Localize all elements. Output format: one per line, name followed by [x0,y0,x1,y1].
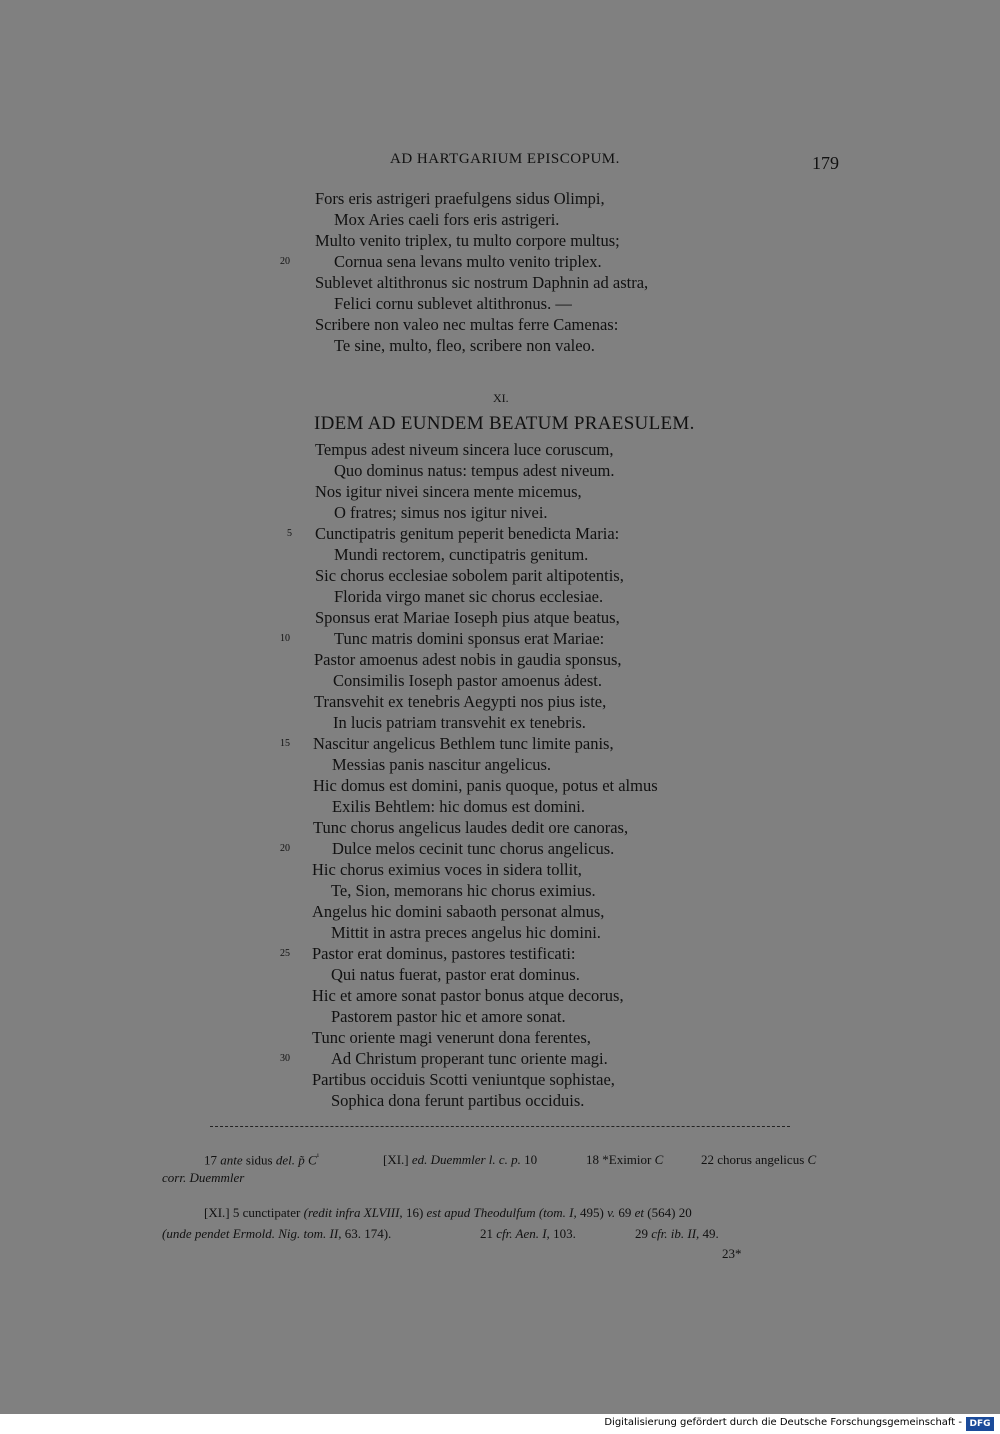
digitization-footer [0,1414,1000,1434]
verse-line: Ad Christum properant tunc oriente magi. [331,1049,608,1068]
verse-line: Pastorem pastor hic et amore sonat. [331,1007,566,1026]
apparatus-note: [XI.] ed. Duemmler l. c. p. 10 [383,1152,538,1167]
page-number: 179 [812,153,839,173]
verse-line: Hic et amore sonat pastor bonus atque decorus, [312,986,624,1005]
line-number: 10 [280,633,290,644]
verse-line: Pastor erat dominus, pastores testificati: [312,944,576,963]
source-note: [XI.] 5 cunctipater (redit infra XLVIII, 16) est apud Theodulfum (tom. I, 495) v. 69 et (564) 20 [204,1205,692,1220]
verse-line: Cornua sena levans multo venito triplex. [334,252,602,271]
verse-line: Nos igitur nivei sincera mente micemus, [315,482,582,501]
verse-line: Sublevet altithronus sic nostrum Daphnin ad astra, [315,273,649,292]
verse-line: O fratres; simus nos igitur nivei. [334,503,548,522]
verse-line: Mox Aries caeli fors eris astrigeri. [334,210,560,229]
verse-line: Mundi rectorem, cunctipatris genitum. [334,545,589,564]
verse-line: Quo dominus natus: tempus adest niveum. [334,461,615,480]
source-note: (unde pendet Ermold. Nig. tom. II, 63. 174). [162,1226,392,1241]
verse-line: Te, Sion, memorans hic chorus eximius. [331,881,596,900]
running-title: AD HARTGARIUM EPISCOPUM. [390,151,620,167]
verse-line: Consimilis Ioseph pastor amoenus ȧdest. [333,671,603,690]
verse-line: Qui natus fuerat, pastor erat dominus. [331,965,580,984]
verse-line: Tunc matris domini sponsus erat Mariae: [334,629,605,648]
verse-line: Mittit in astra preces angelus hic domini. [331,923,601,942]
apparatus-note: 17 ante sidus del. p̃ $C^{^1}$ [204,1152,320,1168]
verse-line: Nascitur angelicus Bethlem tunc limite panis, [313,734,614,753]
line-number: 25 [280,948,290,959]
verse-line: Te sine, multo, fleo, scribere non valeo. [334,336,595,355]
verse-line: Tempus adest niveum sincera luce coruscum, [315,440,614,459]
verse-line: Hic domus est domini, panis quoque, potus et almus [313,776,658,795]
apparatus-note: corr. Duemmler [162,1170,245,1185]
verse-line: Exilis Behtlem: hic domus est domini. [332,797,585,816]
verse-line: Cunctipatris genitum peperit benedicta Maria: [315,524,620,543]
verse-line: Tunc oriente magi venerunt dona ferentes, [312,1028,591,1047]
verse-line: Sponsus erat Mariae Ioseph pius atque beatus, [315,608,620,627]
verse-line: Partibus occiduis Scotti veniuntque sophistae, [312,1070,615,1089]
verse-line: In lucis patriam transvehit ex tenebris. [333,713,586,732]
line-number: 15 [280,738,290,749]
apparatus-note: 22 chorus angelicus C [701,1152,817,1167]
verse-line: Fors eris astrigeri praefulgens sidus Olimpi, [315,189,605,208]
verse-line: Messias panis nascitur angelicus. [332,755,552,774]
line-number: 20 [280,843,290,854]
apparatus-note: 18 *Eximior C [586,1152,664,1167]
verse-line: Pastor amoenus adest nobis in gaudia sponsus, [314,650,622,669]
verse-line: Felici cornu sublevet altithronus. — [334,294,572,313]
section-title: IDEM AD EUNDEM BEATUM PRAESULEM. [314,413,695,434]
verse-line: Transvehit ex tenebris Aegypti nos pius iste, [314,692,607,711]
section-number: XI. [493,391,509,405]
verse-line: Tunc chorus angelicus laudes dedit ore canoras, [313,818,629,837]
verse-line: Sophica dona ferunt partibus occiduis. [331,1091,585,1110]
verse-line: Scribere non valeo nec multas ferre Camenas: [315,315,619,334]
line-number: 20 [280,256,290,267]
verse-line: Angelus hic domini sabaoth personat almus, [312,902,605,921]
verse-line: Florida virgo manet sic chorus ecclesiae. [334,587,604,606]
verse-line: Hic chorus eximius voces in sidera tollit, [312,860,582,879]
line-number: 5 [287,528,292,539]
dfg-logo[interactable]: DFG [966,1417,994,1431]
source-note: 21 cfr. Aen. I, 103. [480,1226,576,1241]
footnote-rule [210,1126,790,1127]
verse-line: Sic chorus ecclesiae sobolem parit altipotentis, [315,566,624,585]
funding-credit[interactable]: Digitalisierung gefördert durch die Deutsche Forschungsgemeinschaft - [604,1417,962,1428]
verse-line: Multo venito triplex, tu multo corpore multus; [315,231,620,250]
signature-mark: 23* [722,1246,742,1261]
verse-line: Dulce melos cecinit tunc chorus angelicus. [332,839,615,858]
source-note: 29 cfr. ib. II, 49. [635,1226,719,1241]
line-number: 30 [280,1053,290,1064]
